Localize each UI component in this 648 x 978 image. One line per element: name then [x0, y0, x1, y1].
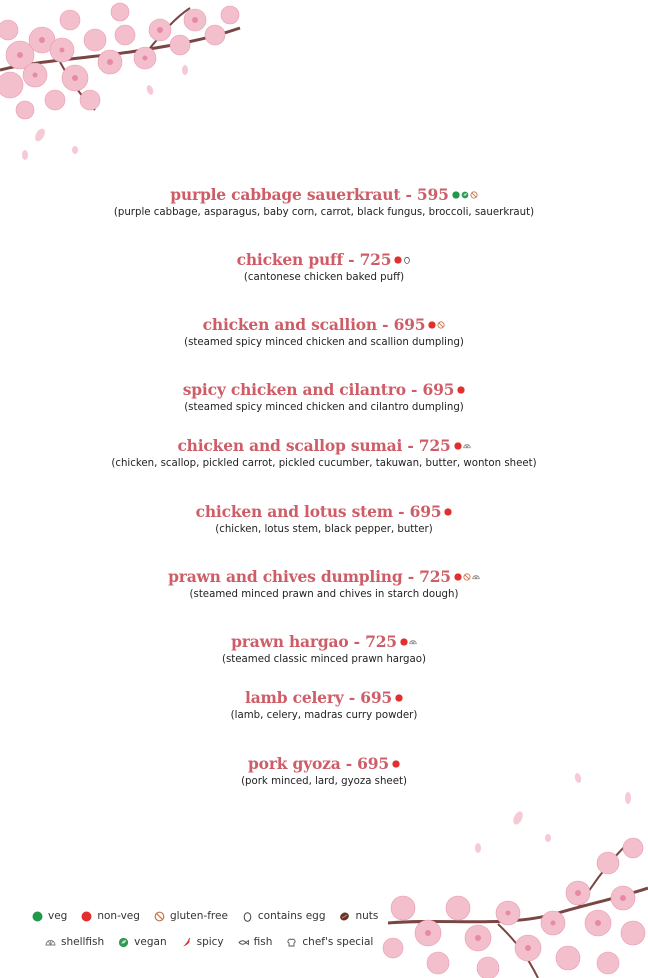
- legend-label: vegan: [134, 936, 167, 948]
- contains-egg-icon: [403, 256, 411, 264]
- menu-item-description: (steamed spicy minced chicken and scallion dumpling): [184, 337, 464, 348]
- menu-item-description: (cantonese chicken baked puff): [243, 272, 405, 283]
- menu-item: [0, 688, 648, 721]
- gluten-free-icon: [437, 321, 445, 329]
- legend-label: chef's special: [302, 936, 374, 948]
- gluten-free-icon: [463, 573, 471, 581]
- dietary-markers: [395, 694, 403, 702]
- dietary-markers: [444, 508, 452, 516]
- dietary-markers: [454, 442, 471, 450]
- dietary-markers: [394, 256, 411, 264]
- legend-entry: [118, 936, 166, 948]
- menu-item-title-row: [0, 250, 648, 269]
- shellfish-icon: [45, 937, 56, 948]
- non-veg-icon: [457, 386, 465, 394]
- menu-item-title: prawn hargao - 725: [231, 632, 397, 651]
- vegan-icon: [461, 191, 469, 199]
- non-veg-icon: [454, 573, 462, 581]
- menu-item-title-row: [0, 185, 648, 204]
- legend-label: veg: [48, 910, 68, 922]
- contains-egg-icon: [242, 911, 253, 922]
- menu-item: [0, 436, 648, 469]
- dietary-markers: [428, 321, 445, 329]
- menu-item-title-row: [0, 754, 648, 773]
- spicy-icon: [181, 937, 192, 948]
- non-veg-icon: [428, 321, 436, 329]
- veg-icon: [452, 191, 460, 199]
- shellfish-icon: [472, 573, 480, 581]
- legend-row-2: [45, 936, 387, 948]
- menu-item: [0, 380, 648, 413]
- dietary-markers: [452, 191, 478, 199]
- menu-item: [0, 250, 648, 283]
- menu-item-description: (pork minced, lard, gyoza sheet): [241, 776, 407, 787]
- menu-item-title: chicken and scallion - 695: [202, 315, 426, 334]
- legend-entry: [32, 910, 67, 922]
- menu-item-description: (steamed minced prawn and chives in starch dough): [189, 589, 459, 600]
- menu-item-description: (steamed classic minced prawn hargao): [222, 654, 426, 665]
- menu-item-title: chicken puff - 725: [236, 250, 392, 269]
- menu-item-description: (chicken, scallop, pickled carrot, pickled cucumber, takuwan, butter, wonton sheet): [111, 458, 537, 469]
- non-veg-icon: [394, 256, 402, 264]
- legend-row-1: [32, 910, 392, 922]
- menu-item-title: purple cabbage sauerkraut - 595: [170, 185, 449, 204]
- menu-item: [0, 502, 648, 535]
- shellfish-icon: [463, 442, 471, 450]
- menu-item-description: (lamb, celery, madras curry powder): [230, 710, 418, 721]
- menu-item-title: pork gyoza - 695: [248, 754, 389, 773]
- menu-item-title-row: [0, 436, 648, 455]
- menu-item-title: chicken and scallop sumai - 725: [177, 436, 451, 455]
- menu-item-title: spicy chicken and cilantro - 695: [182, 380, 455, 399]
- dietary-markers: [454, 573, 480, 581]
- menu-item-title: prawn and chives dumpling - 725: [168, 567, 451, 586]
- nuts-icon: [339, 911, 350, 922]
- legend-label: contains egg: [257, 910, 326, 922]
- legend-label: nuts: [355, 910, 379, 922]
- legend-entry: [45, 936, 104, 948]
- menu-item: [0, 632, 648, 665]
- vegan-icon: [118, 937, 129, 948]
- legend-entry: [242, 910, 326, 922]
- non-veg-icon: [81, 911, 92, 922]
- legend-entry: [238, 936, 273, 948]
- fish-icon: [238, 937, 249, 948]
- menu-item-title: chicken and lotus stem - 695: [195, 502, 442, 521]
- menu-item: [0, 567, 648, 600]
- legend-entry: [286, 936, 373, 948]
- menu-item-title-row: [0, 632, 648, 651]
- gluten-free-icon: [154, 911, 165, 922]
- menu-item-title-row: [0, 502, 648, 521]
- shellfish-icon: [409, 638, 417, 646]
- legend-label: spicy: [196, 936, 224, 948]
- dietary-markers: [457, 386, 465, 394]
- legend-label: gluten-free: [169, 910, 228, 922]
- legend-label: non-veg: [97, 910, 140, 922]
- menu-item-title-row: [0, 380, 648, 399]
- dietary-markers: [400, 638, 417, 646]
- non-veg-icon: [395, 694, 403, 702]
- menu-item: [0, 315, 648, 348]
- dietary-markers: [392, 760, 400, 768]
- menu-item: [0, 754, 648, 787]
- veg-icon: [32, 911, 43, 922]
- gluten-free-icon: [470, 191, 478, 199]
- menu-item-title-row: [0, 567, 648, 586]
- menu-item: [0, 185, 648, 218]
- legend-entry: [154, 910, 228, 922]
- menu-item-description: (chicken, lotus stem, black pepper, butter): [215, 524, 433, 535]
- chefs-special-icon: [286, 937, 297, 948]
- legend-entry: [181, 936, 224, 948]
- cherry-blossom-top-left: [0, 0, 250, 170]
- legend-label: shellfish: [61, 936, 105, 948]
- legend-entry: [81, 910, 140, 922]
- menu-item-description: (purple cabbage, asparagus, baby corn, carrot, black fungus, broccoli, sauerkraut): [113, 207, 535, 218]
- menu-item-description: (steamed spicy minced chicken and cilantro dumpling): [184, 402, 464, 413]
- menu-item-title-row: [0, 315, 648, 334]
- menu-item-title: lamb celery - 695: [245, 688, 392, 707]
- non-veg-icon: [392, 760, 400, 768]
- non-veg-icon: [454, 442, 462, 450]
- legend-entry: [339, 910, 378, 922]
- menu-item-title-row: [0, 688, 648, 707]
- legend-label: fish: [253, 936, 273, 948]
- non-veg-icon: [400, 638, 408, 646]
- non-veg-icon: [444, 508, 452, 516]
